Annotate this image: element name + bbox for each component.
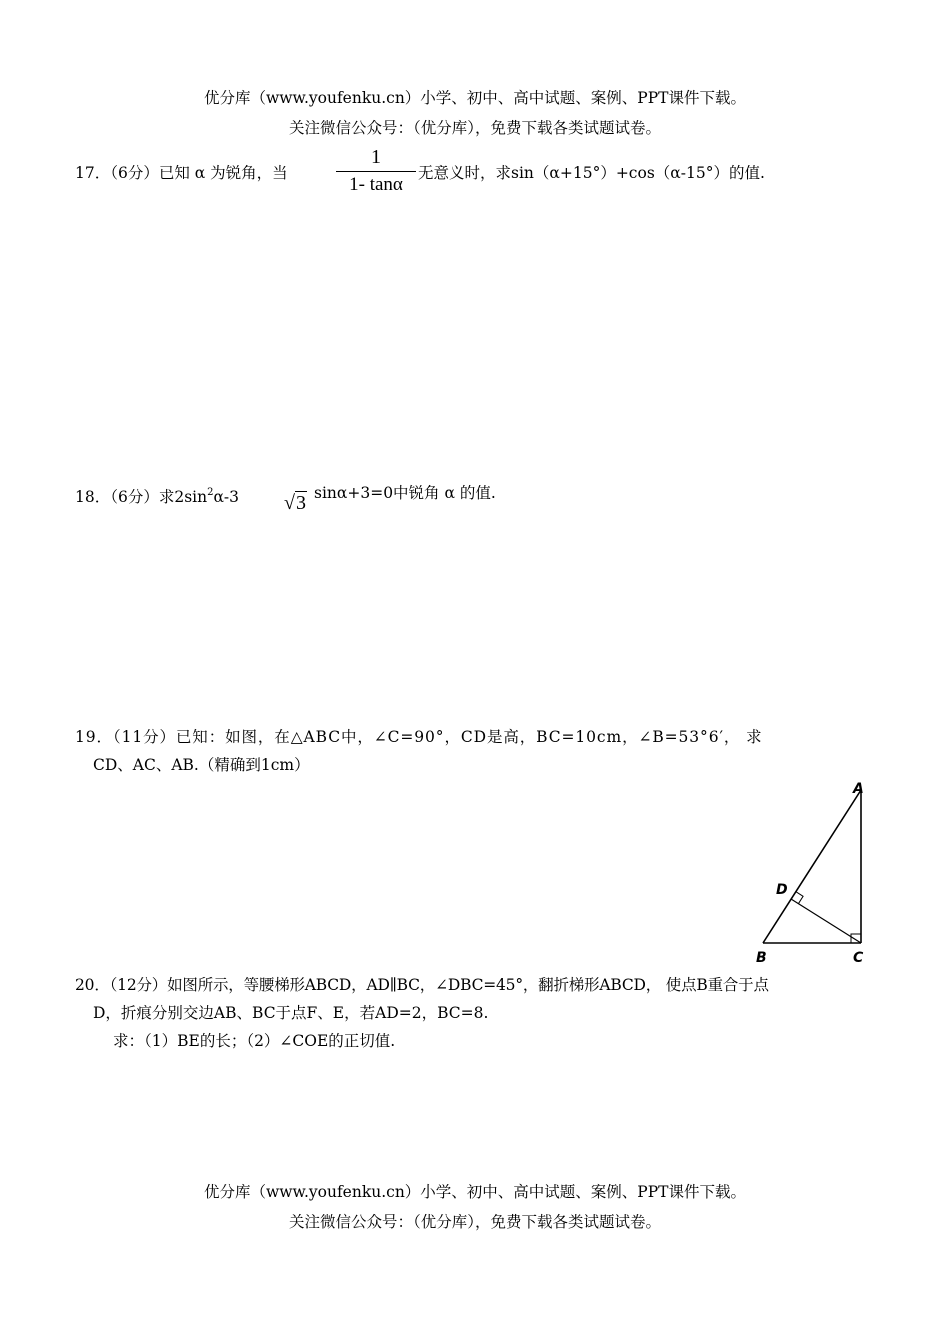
q17-suffix: 无意义时，求sin（α+15°）+cos（α-15°）的值. [418,164,765,182]
q17-fraction-denominator: 1- tanα [349,174,403,195]
figure-label-c: C [853,950,864,966]
q18-text [75,483,239,507]
q17-fraction [336,146,416,196]
figure-label-d: D [776,882,788,898]
q19-line-1: 19．（11分）已知：如图，在△ABC中，∠C=90°，CD是高，BC=10cm，∠B=53°6′， 求 [75,728,763,746]
footer-line-1: 优分库（www.youfenku.cn）小学、初中、高中试题、案例、PPT课件下载。 [203,1183,747,1201]
q20-line-2: D，折痕分别交边AB、BC于点F、E，若AD=2，BC=8. [93,1004,489,1022]
q18-sqrt-radicand: 3 [295,492,306,514]
q19-line-2: CD、AC、AB.（精确到1cm） [93,756,310,774]
q20-line-3: 求：（1）BE的长；（2）∠COE的正切值. [113,1032,396,1050]
q18-mid: α-3 [213,488,240,506]
q18-superscript: 2 [207,487,214,498]
q18-sqrt: √3 [284,492,306,514]
q18-suffix: sinα+3=0中锐角 α 的值. [314,484,496,502]
q17-prefix: 17．（6分）已知 α 为锐角，当 [75,164,288,182]
footer-line-2: 关注微信公众号：（优分库），免费下载各类试题试卷。 [288,1213,661,1231]
q18-prefix: 18．（6分）求2sin [75,488,208,506]
q20-line-1: 20．（12分）如图所示，等腰梯形ABCD，AD∥BC，∠DBC=45°，翻折梯形ABCD， 使点B重合于点 [75,976,769,994]
header-line-1: 优分库（www.youfenku.cn）小学、初中、高中试题、案例、PPT课件下载。 [203,89,747,107]
header-line-2: 关注微信公众号：（优分库），免费下载各类试题试卷。 [288,119,661,137]
figure-label-a: A [853,781,864,797]
triangle-figure [750,775,880,970]
q17-fraction-numerator: 1 [371,146,381,168]
figure-label-b: B [756,950,767,966]
